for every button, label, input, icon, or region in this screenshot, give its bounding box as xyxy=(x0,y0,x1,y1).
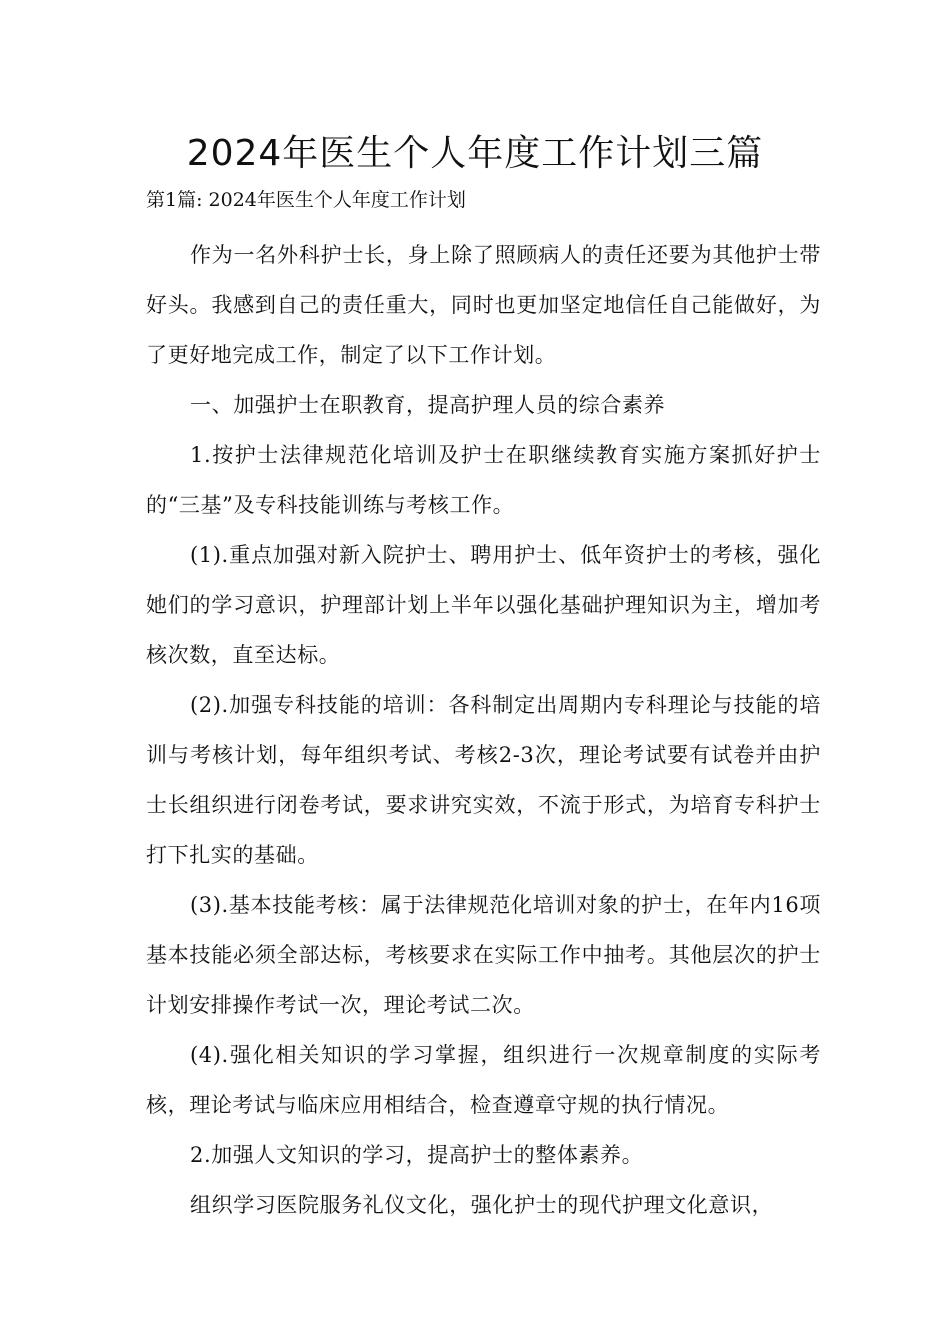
section-heading: 一、加强护士在职教育，提高护理人员的综合素养 xyxy=(190,393,666,417)
paragraph: (1).重点加强对新入院护士、聘用护士、低年资护士的考核，强化她们的学习意识，护理部计划上半年以强化基础护理知识为主，增加考核次数，直至达标。 xyxy=(146,543,821,667)
paragraph: 2.加强人文知识的学习，提高护士的整体素养。 xyxy=(190,1143,644,1167)
paragraph: 1.按护士法律规范化培训及护士在职继续教育实施方案抓好护士的“三基”及专科技能训练与考核工作。 xyxy=(146,443,821,517)
paragraph: (3).基本技能考核：属于法律规范化培训对象的护士，在年内16项基本技能必须全部达标，考核要求在实际工作中抽考。其他层次的护士计划安排操作考试一次，理论考试二次。 xyxy=(146,893,821,1017)
paragraph: 组织学习医院服务礼仪文化，强化护士的现代护理文化意识， xyxy=(190,1193,774,1217)
document-title: 2024年医生个人年度工作计划三篇 xyxy=(186,133,764,174)
paragraph: (4).强化相关知识的学习掌握，组织进行一次规章制度的实际考核，理论考试与临床应用相结合，检查遵章守规的执行情况。 xyxy=(146,1043,821,1117)
paragraph: 作为一名外科护士长，身上除了照顾病人的责任还要为其他护士带好头。我感到自己的责任重大，同时也更加坚定地信任自己能做好，为了更好地完成工作，制定了以下工作计划。 xyxy=(146,243,821,367)
document-subtitle: 第1篇: 2024年医生个人年度工作计划 xyxy=(146,189,466,211)
document-body xyxy=(146,230,821,1230)
paragraph: (2).加强专科技能的培训：各科制定出周期内专科理论与技能的培训与考核计划，每年组织考试、考核2-3次，理论考试要有试卷并由护士长组织进行闭卷考试，要求讲究实效，不流于形式，为培育专科护士打下扎实的基础。 xyxy=(146,693,821,867)
